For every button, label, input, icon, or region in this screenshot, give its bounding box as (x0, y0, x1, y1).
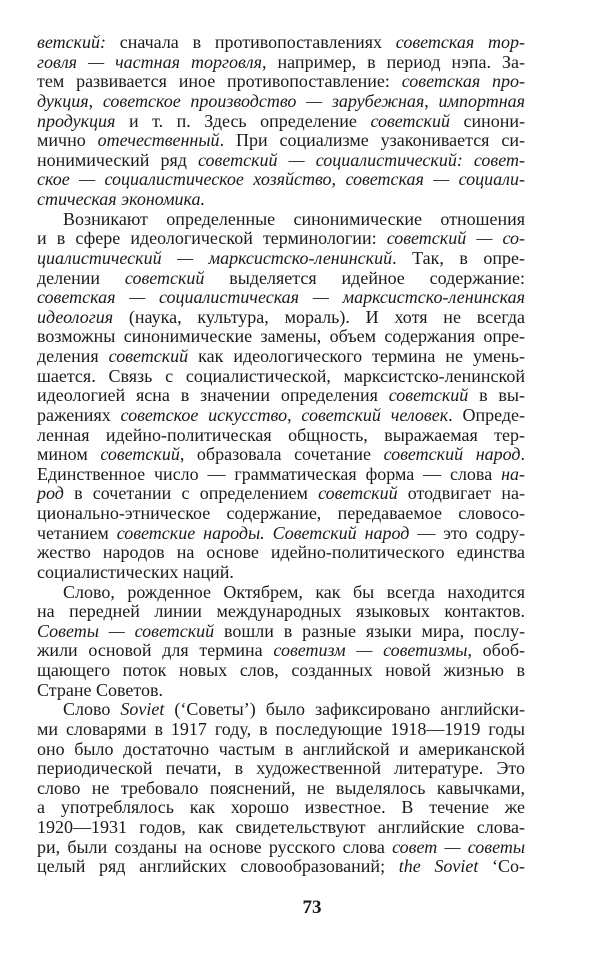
text-run: мином (37, 444, 101, 465)
paragraph (37, 33, 525, 210)
italic-term: советский (124, 267, 205, 288)
text-run: периодической печати, в художественной литературе. Это (37, 758, 525, 779)
italic-term: совет — советы (392, 836, 526, 857)
text-line (37, 602, 525, 622)
italic-term: советский (388, 385, 469, 406)
text-line (37, 445, 525, 465)
text-run: четанием (37, 522, 117, 543)
italic-term: импортная (438, 90, 526, 111)
text-line (37, 386, 525, 406)
text-line (37, 700, 525, 720)
text-line (37, 740, 525, 760)
text-line (37, 53, 525, 73)
text-line (37, 465, 525, 485)
text-run: , (287, 404, 302, 425)
text-run: слово не требовало пояснений, не выделялось кавычками, (37, 777, 525, 798)
text-run: , обоб- (467, 640, 525, 661)
text-run: . Так, в опре- (392, 247, 525, 268)
text-run: ционально-этническое содержание, передаваемое словосо- (37, 503, 525, 523)
page-number: 73 (302, 897, 322, 918)
italic-term: советский — со- (386, 228, 525, 249)
text-line (37, 426, 525, 446)
paragraph (37, 700, 525, 877)
italic-term: советский (318, 483, 398, 504)
italic-term: циалистический — марксистско-ленинский (37, 247, 393, 268)
text-line (37, 112, 525, 132)
text-line (37, 151, 525, 171)
text-run: ‘Со- (478, 856, 525, 877)
text-run: целый ряд английских словообразований; (37, 856, 399, 877)
text-line (37, 288, 525, 308)
italic-term: говля — частная торговля (37, 51, 263, 72)
italic-term: советская тор- (395, 32, 525, 52)
text-run: , образовала сочетание (179, 444, 384, 465)
text-run: , (88, 90, 103, 111)
text-line (37, 641, 525, 661)
text-line (37, 406, 525, 426)
italic-term: советские народы. Советский народ (116, 522, 410, 543)
text-run: . При социализме узаконивается си- (219, 130, 525, 151)
text-line (37, 308, 525, 328)
text-run: (‘Советы’) было зафиксировано английски- (164, 699, 525, 720)
text-line (37, 229, 525, 249)
text-run: . Опреде- (448, 404, 526, 425)
text-run: ражениях (37, 404, 121, 425)
text-line (37, 681, 525, 701)
text-run: социалистических наций. (37, 561, 234, 582)
italic-term: советская — социали- (345, 169, 526, 190)
text-line (37, 857, 525, 877)
text-run: . (520, 444, 525, 465)
italic-term: советизм — советизмы (273, 640, 468, 661)
text-run: тем развивается иное противопоставление: (37, 71, 402, 92)
text-run: Слово, рожденное Октябрем, как бы всегда находится (63, 581, 525, 602)
text-line (37, 210, 525, 230)
text-line (37, 818, 525, 838)
text-run: мично (37, 130, 98, 151)
italic-term: советский — социалистический: совет- (198, 149, 525, 170)
text-run: и т. п. Здесь определение (115, 110, 371, 131)
text-line (37, 484, 525, 504)
text-run: Слово (63, 699, 121, 720)
italic-term: советский человек (301, 404, 449, 425)
text-run: Единственное число — грамматическая форма — слова (37, 463, 502, 484)
italic-term: советский народ (383, 444, 521, 465)
text-line (37, 327, 525, 347)
text-run: , например, в период нэпа. За- (262, 51, 526, 72)
text-run: идеологией ясна в значении определения (37, 385, 389, 406)
text-run: возможны синонимические замены, объем содержания опре- (37, 326, 525, 347)
text-run: оно было достаточно частым в английской и американской (37, 738, 525, 759)
text-run: в сочетании с определением (63, 483, 319, 504)
text-run: , (331, 169, 346, 190)
italic-term: советская — социалистическая — марксистско-ленинская (37, 287, 525, 308)
italic-term: советское производство — зарубежная (102, 90, 425, 111)
italic-term: на- (501, 463, 525, 484)
text-run: 1920—1931 годов, как свидетельствуют английские слова- (37, 817, 525, 837)
text-run: нонимический ряд (37, 149, 199, 170)
text-line (37, 504, 525, 524)
text-line (37, 170, 525, 190)
italic-term: род (37, 483, 64, 504)
italic-term: советское искусство (120, 404, 288, 425)
text-line (37, 779, 525, 799)
text-run: жили основой для термина (37, 640, 274, 661)
italic-term: Soviet (120, 699, 165, 720)
text-line (37, 759, 525, 779)
text-line (37, 563, 525, 583)
italic-term: the Soviet (398, 856, 479, 877)
text-run: ри, были созданы на основе русского слова (37, 836, 393, 857)
text-line (37, 367, 525, 387)
italic-term: ское — социалистическое хозяйство (37, 169, 332, 190)
text-run: вошли в разные языки мира, послу- (214, 620, 525, 641)
text-line (37, 249, 525, 269)
italic-term: продукция (37, 110, 116, 131)
text-line (37, 524, 525, 544)
text-run: делении (37, 267, 125, 288)
text-line (37, 269, 525, 289)
italic-term: отечественный (97, 130, 220, 151)
text-run: (наука, культура, мораль). И хотя не всегда (113, 306, 525, 327)
text-run: в вы- (468, 385, 525, 406)
text-line (37, 543, 525, 563)
italic-term: советский (100, 444, 180, 465)
text-run: щающего поток новых слов, созданных новой жизнью в (37, 660, 525, 680)
italic-term: советский (370, 110, 450, 131)
text-line (37, 583, 525, 603)
text-run: сначала в противопоставлениях (105, 32, 396, 52)
text-run: синони- (449, 110, 526, 131)
text-line (37, 33, 525, 53)
italic-term: стическая экономика. (37, 189, 206, 209)
italic-term: ветский: (37, 32, 106, 52)
text-line (37, 661, 525, 681)
text-run: деления (37, 346, 109, 366)
italic-term: идеология (37, 306, 114, 327)
paragraph (37, 210, 525, 583)
italic-term: советский (108, 346, 189, 366)
text-line (37, 72, 525, 92)
text-run: ленная идейно-политическая общность, выражаемая тер- (37, 424, 525, 445)
paragraph (37, 583, 525, 701)
text-run: выделяется идейное содержание: (204, 267, 525, 288)
text-run: шается. Связь с социалистической, марксистско-ленинской (37, 365, 525, 386)
text-run: — это содру- (409, 522, 525, 543)
text-run: , (424, 90, 439, 111)
text-run: ми словарями в 1917 году, в последующие 1918—1919 годы (37, 718, 525, 739)
text-run: а употреблялось как хорошо известное. В течение же (37, 797, 525, 818)
text-run: как идеологического термина не умень- (188, 346, 525, 366)
text-line (37, 347, 525, 367)
text-run: жество народов на основе идейно-политического единства (37, 542, 525, 563)
text-run: отодвигает на- (397, 483, 525, 504)
text-line (37, 720, 525, 740)
italic-term: Советы — советский (37, 620, 215, 641)
text-line (37, 190, 525, 210)
italic-term: дукция (37, 90, 89, 111)
text-line (37, 131, 525, 151)
italic-term: советская про- (401, 71, 525, 92)
text-run: и в сфере идеологической терминологии: (37, 228, 387, 249)
text-run: Стране Советов. (37, 679, 163, 700)
text-run: Возникают определенные синонимические отношения (63, 208, 525, 229)
page-body-text (37, 33, 525, 877)
text-run: на передней линии международных языковых контактов. (37, 601, 525, 622)
text-line (37, 92, 525, 112)
text-line (37, 838, 525, 858)
text-line (37, 622, 525, 642)
text-line (37, 798, 525, 818)
